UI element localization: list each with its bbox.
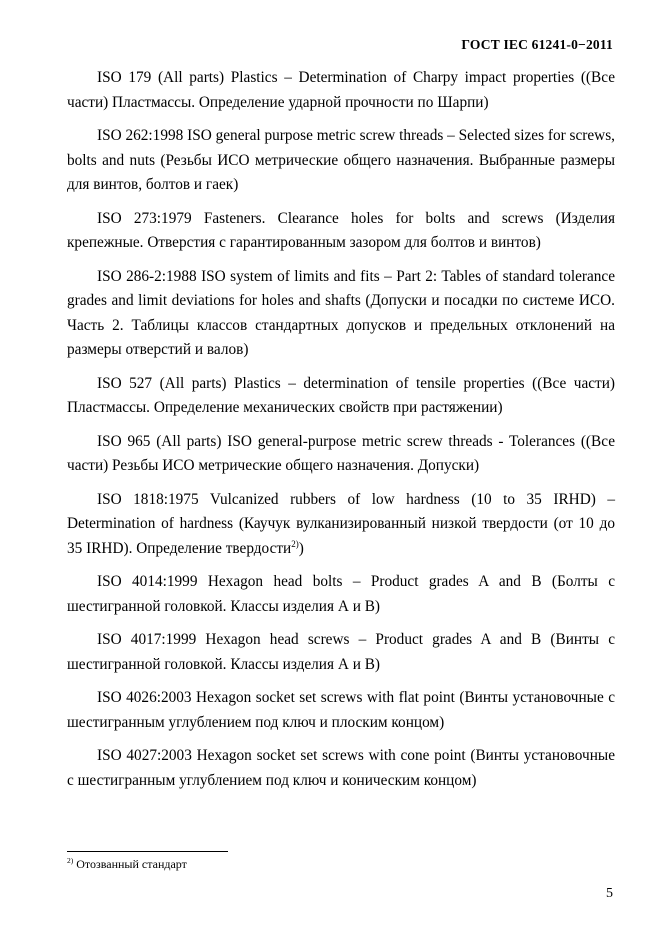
reference-item: ISO 179 (All parts) Plastics – Determination of Charpy impact properties ((Все части) Пластмассы. Определение ударной прочности по Шарпи) [67, 69, 615, 111]
reference-item: ISO 965 (All parts) ISO general-purpose metric screw threads - Tolerances ((Все части) Резьбы ИСО метрические общего назначения. Допуски) [67, 432, 615, 474]
references-list [67, 66, 615, 802]
page-number: 5 [606, 886, 613, 901]
reference-item: ISO 262:1998 ISO general purpose metric screw threads – Selected sizes for screws, bolts and nuts (Резьбы ИСО метрические общего назначения. Выбранные размеры для винтов, болтов и гаек) [67, 127, 615, 193]
reference-item-with-footnote [67, 488, 615, 562]
reference-text: ISO 1818:1975 Vulcanized rubbers of low hardness (10 to 35 IRHD) – Determination of hardness (Каучук вулканизированный низкой твердости (от 10 до 35 IRHD). Определение твердости [67, 490, 615, 557]
reference-item: ISO 273:1979 Fasteners. Clearance holes for bolts and screws (Изделия крепежные. Отверстия с гарантированным зазором для болтов и винтов) [67, 209, 615, 251]
footnote-mark: 2) [67, 856, 74, 865]
footnote-divider [67, 851, 228, 852]
reference-item: ISO 4026:2003 Hexagon socket set screws with flat point (Винты установочные с шестигранным углублением под ключ и плоским концом) [67, 689, 615, 731]
reference-item: ISO 4027:2003 Hexagon socket set screws with cone point (Винты установочные с шестигранным углублением под ключ и коническим концом) [67, 747, 615, 789]
document-code-header: ГОСТ IEC 61241-0−2011 [461, 37, 613, 52]
reference-item: ISO 4014:1999 Hexagon head bolts – Product grades A and B (Болты с шестигранной головкой. Классы изделия А и В) [67, 573, 615, 615]
footnote-reference-mark: 2) [291, 538, 299, 549]
reference-text-tail: ) [298, 539, 304, 557]
footnote-text: Отозванный стандарт [73, 857, 187, 871]
reference-item: ISO 286-2:1988 ISO system of limits and fits – Part 2: Tables of standard tolerance grades and limit deviations for holes and shafts (Допуски и посадки по системе ИСО. Часть 2. Таблицы классов стандартных допусков и предельных отклонений на размеры отверстий и валов) [67, 267, 615, 358]
reference-item: ISO 4017:1999 Hexagon head screws – Product grades A and B (Винты с шестигранной головкой. Классы изделия А и В) [67, 631, 615, 673]
reference-item: ISO 527 (All parts) Plastics – determination of tensile properties ((Все части) Пластмассы. Определение механических свойств при растяжении) [67, 374, 615, 416]
footnote [67, 857, 187, 872]
